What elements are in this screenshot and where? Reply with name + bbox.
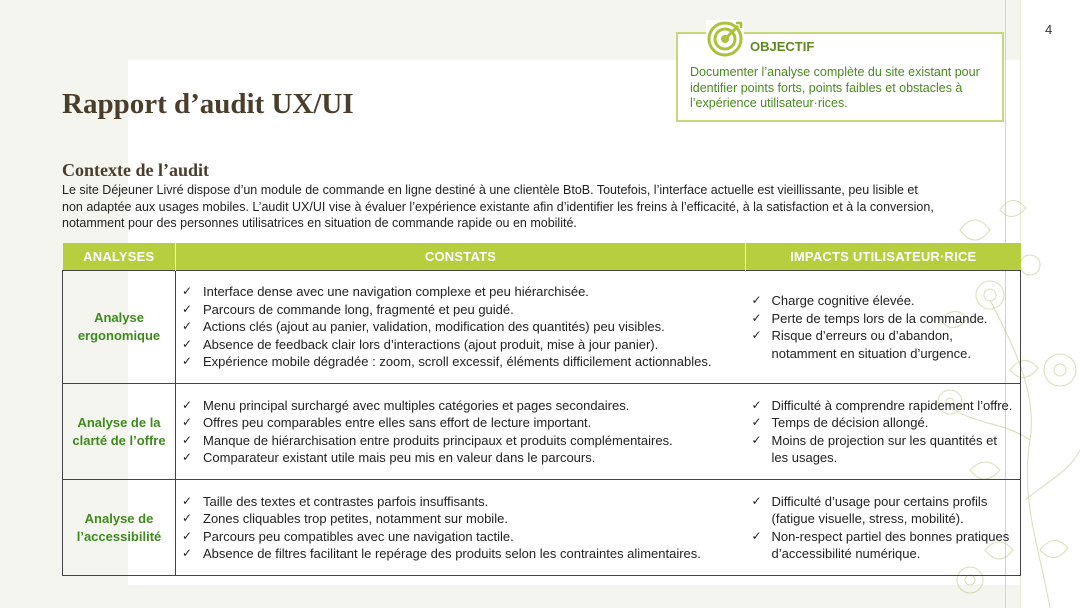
list-item: ✓ Non-respect partiel des bonnes pratiques d’accessibilité numérique.: [746, 528, 1017, 563]
target-icon: [706, 20, 744, 58]
objective-text: Documenter l’analyse complète du site existant pour identifier points forts, points faibles et obstacles à l’expérience utilisateur·rices.: [690, 65, 980, 110]
list-item: ✓ Offres peu comparables entre elles sans effort de lecture important.: [176, 414, 740, 432]
table-row: [63, 480, 1021, 576]
page-title: Rapport d’audit UX/UI: [62, 88, 354, 120]
header-constats: CONSTATS: [176, 243, 746, 271]
list-item: ✓ Manque de hiérarchisation entre produits principaux et produits complémentaires.: [176, 432, 740, 450]
header-impacts: IMPACTS UTILISATEUR·RICE: [746, 243, 1021, 271]
impacts-cell: [746, 271, 1021, 384]
list-item: ✓ Difficulté à comprendre rapidement l’offre.: [746, 397, 1017, 415]
context-text: Le site Déjeuner Livré dispose d’un module de commande en ligne destiné à une clientèle BtoB. Toutefois, l’interface actuelle est vieillissante, peu lisible et non adaptée aux usages mobiles. L’audit UX/UI vise à évaluer l’expérience existante afin d’identifier les freins à l’efficacité, à la satisfaction et à la conversion, notamment pour des personnes utilisatrices en situation de commande rapide ou en mobilité.: [62, 183, 934, 230]
audit-table: [62, 243, 1021, 576]
findings-cell: [176, 480, 746, 576]
list-item: ✓ Charge cognitive élevée.: [746, 292, 1017, 310]
list-item: ✓ Expérience mobile dégradée : zoom, scroll excessif, éléments difficilement actionnables.: [176, 353, 740, 371]
list-item: ✓ Menu principal surchargé avec multiples catégories et pages secondaires.: [176, 397, 740, 415]
impacts-cell: [746, 480, 1021, 576]
list-item: ✓ Temps de décision allongé.: [746, 414, 1017, 432]
impacts-cell: [746, 384, 1021, 480]
list-item: ✓ Absence de filtres facilitant le repérage des produits selon les contraintes alimentaires.: [176, 545, 740, 563]
page-number: 4: [1045, 22, 1053, 37]
background-panel-bottom: [128, 585, 1020, 608]
row-label-accessibilite: Analyse de l’accessibilité: [63, 480, 176, 576]
table-row: [63, 271, 1021, 384]
list-item: ✓ Risque d’erreurs ou d’abandon, notamment en situation d’urgence.: [746, 327, 1017, 362]
list-item: ✓ Absence de feedback clair lors d’interactions (ajout produit, mise à jour panier).: [176, 336, 740, 354]
header-analyses: ANALYSES: [63, 243, 176, 271]
list-item: ✓ Moins de projection sur les quantités et les usages.: [746, 432, 1017, 467]
list-item: ✓ Interface dense avec une navigation complexe et peu hiérarchisée.: [176, 283, 740, 301]
table-row: [63, 384, 1021, 480]
list-item: ✓ Perte de temps lors de la commande.: [746, 310, 1017, 328]
findings-cell: [176, 384, 746, 480]
findings-cell: [176, 271, 746, 384]
list-item: ✓ Comparateur existant utile mais peu mis en valeur dans le parcours.: [176, 449, 740, 467]
list-item: ✓ Parcours de commande long, fragmenté et peu guidé.: [176, 301, 740, 319]
row-label-ergonomique: Analyse ergonomique: [63, 271, 176, 384]
row-label-clarte-offre: Analyse de la clarté de l’offre: [63, 384, 176, 480]
list-item: ✓ Zones cliquables trop petites, notamment sur mobile.: [176, 510, 740, 528]
context-title: Contexte de l’audit: [62, 160, 209, 180]
list-item: ✓ Parcours peu compatibles avec une navigation tactile.: [176, 528, 740, 546]
list-item: ✓ Difficulté d’usage pour certains profils (fatigue visuelle, stress, mobilité).: [746, 493, 1017, 528]
list-item: ✓ Actions clés (ajout au panier, validation, modification des quantités) peu visibles.: [176, 318, 740, 336]
objective-label: OBJECTIF: [750, 39, 815, 54]
table-header-row: [63, 243, 1021, 271]
list-item: ✓ Taille des textes et contrastes parfois insuffisants.: [176, 493, 740, 511]
